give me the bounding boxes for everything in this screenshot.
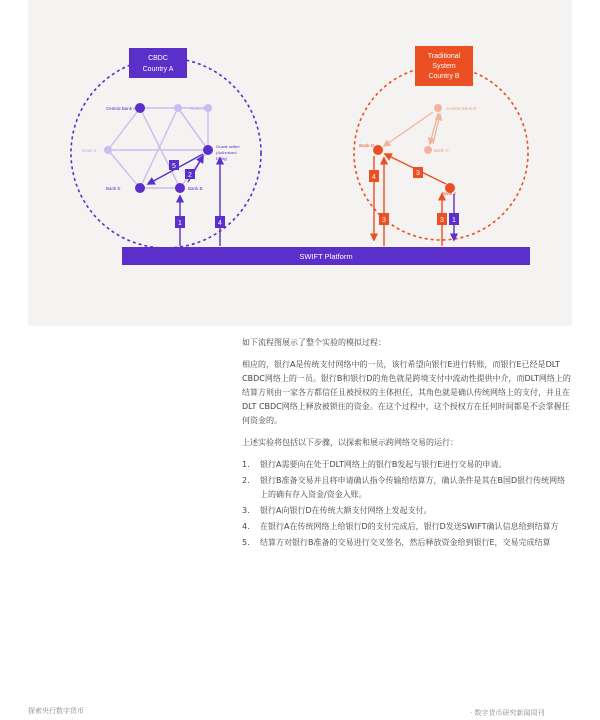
bank-c-node — [424, 146, 432, 154]
node-2b — [204, 104, 212, 112]
central-bank-b-node — [434, 104, 442, 112]
swift-platform-label: SWIFT Platform — [299, 252, 353, 261]
central-bank-a-label: Central Bank A — [106, 106, 137, 111]
country-a-title-line1: CBDC — [148, 55, 168, 62]
step-badge-b3-mid-label: 3 — [416, 170, 420, 177]
step-item — [242, 520, 572, 534]
oracle-label-line1: Oracle settler — [216, 144, 240, 149]
node-1-label: Node 1 — [190, 106, 205, 111]
bank-b-label: Bank B — [188, 186, 203, 191]
country-b-title-line3: Country B — [428, 73, 460, 80]
intro-paragraph: 如下流程图展示了整个实验的模拟过程： — [242, 338, 386, 347]
country-b-title-line1: Traditional — [427, 53, 461, 60]
bank-e-label: Bank E — [106, 186, 121, 191]
step-badge-b1-label: 1 — [452, 217, 456, 224]
country-b-title-line2: System — [432, 63, 456, 70]
country-a-title-box — [129, 48, 187, 78]
oracle-label-line3: Entity) — [216, 156, 228, 161]
step-badge-4-label: 4 — [218, 220, 222, 227]
article-body — [242, 336, 572, 552]
node-1 — [174, 104, 182, 112]
step-number: 2. — [242, 476, 250, 485]
central-bank-a-node — [135, 103, 145, 113]
oracle-settler-node — [203, 145, 213, 155]
diagram-panel — [28, 0, 572, 326]
step-number: 3. — [242, 506, 250, 515]
step-text: 银行A需要向在处于DLT网络上的银行B发起与银行E进行交易的申请。 — [260, 460, 507, 469]
bank-d-node — [373, 145, 383, 155]
central-bank-b-label: Central Bank B — [446, 106, 477, 111]
bank-b-node — [175, 183, 185, 193]
footer-watermark: · 数字货币研究新闻周刊 — [470, 709, 545, 717]
step-number: 1. — [242, 460, 250, 469]
arrow-cbb-to-bankd — [384, 112, 433, 146]
country-a-title-line2: Country A — [142, 66, 174, 73]
cross-border-diagram — [28, 0, 572, 326]
step-number: 5. — [242, 538, 250, 547]
step-item — [242, 458, 572, 472]
bank-d-label: Bank D — [359, 143, 374, 148]
step-badge-b3-left-label: 3 — [382, 217, 386, 224]
step-item — [242, 474, 572, 502]
oracle-label-line2: (Authorized — [216, 150, 237, 155]
bank-c-label: Bank C — [434, 148, 449, 153]
step-text: 银行A向银行D在传统大额支付网络上发起支付。 — [260, 506, 432, 515]
footer-source: 探索央行数字货币 — [28, 707, 84, 715]
steps-intro-paragraph: 上述实验将包括以下步骤，以探索和展示跨网络交易的运行： — [242, 438, 458, 447]
step-badge-5-label: 5 — [172, 163, 176, 170]
step-text: 结算方对银行B准备的交易进行交叉签名，然后释放资金给到银行E，交易完成结算 — [260, 538, 551, 547]
bank-e-node — [135, 183, 145, 193]
description-paragraph: 相应的，银行A是传统支付网络中的一员，该行希望向银行E进行转账，而银行E已经是DLT CBDC网络上的一员。银行B和银行D的角色就是跨境支付中流动性提供中介，而DLT网络上的结算方则由一家各方都信任且被授权的主体担任，其角色就是确认传统网络上的支付，并且在DLT CBDC网络上释放被锁住的资金。在这个过程中，这个授权方在任何时间都是不会掌握任何资金的。 — [242, 360, 571, 425]
step-item — [242, 504, 572, 518]
node-2-label: Node 2 — [82, 148, 97, 153]
step-badge-1-label: 1 — [178, 220, 182, 227]
step-badge-b4-label: 4 — [372, 174, 376, 181]
step-badge-2-label: 2 — [188, 172, 192, 179]
node-2 — [104, 146, 112, 154]
step-text: 在银行A在传统网络上给银行D的支付完成后，银行D发送SWIFT确认信息给到结算方 — [260, 522, 559, 531]
step-text: 银行B准备交易并且将申请确认指令传输给结算方，确认条件是其在B国D银行传统网络上的确有存入资金/资金入账。 — [260, 476, 566, 499]
bank-a-label: Bank A — [442, 191, 457, 196]
step-number: 4. — [242, 522, 250, 531]
step-badge-b3-right-label: 3 — [440, 217, 444, 224]
step-item — [242, 536, 572, 550]
steps-list — [242, 458, 572, 550]
